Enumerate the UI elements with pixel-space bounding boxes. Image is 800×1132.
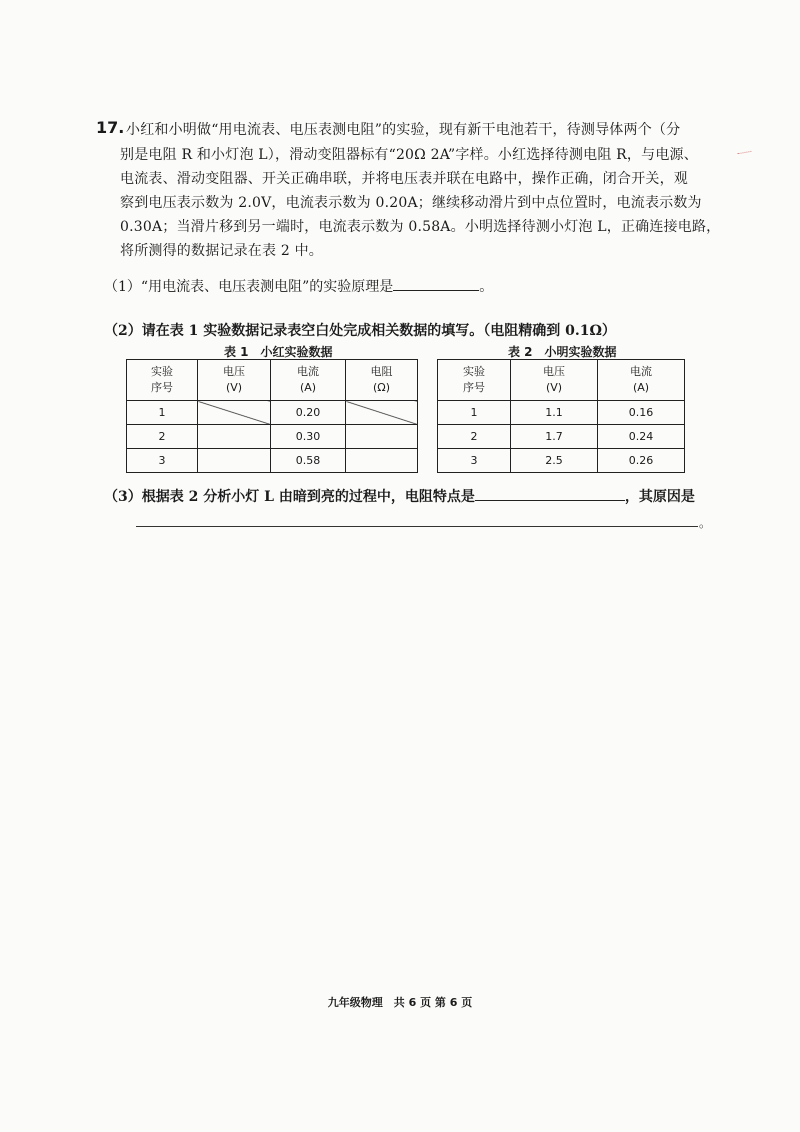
question-text-line: 别是电阻 R 和小灯泡 L），滑动变阻器标有“20Ω 2A”字样。小红选择待测电阻 R，与电源、 bbox=[120, 147, 698, 163]
table1 bbox=[126, 359, 418, 473]
table-cell: 1.7 bbox=[511, 425, 598, 449]
table2-caption: 表 2 小明实验数据 bbox=[508, 345, 617, 359]
table-cell: 3 bbox=[438, 449, 511, 473]
table-header-cell: 电阻 (Ω) bbox=[346, 360, 418, 401]
table-row bbox=[127, 425, 418, 449]
question-text-line: 小红和小明做“用电流表、电压表测电阻”的实验，现有新干电池若干，待测导体两个（分 bbox=[126, 122, 681, 138]
table-cell: 1 bbox=[127, 401, 198, 425]
table-cell: 0.20 bbox=[271, 401, 346, 425]
table1-caption: 表 1 小红实验数据 bbox=[224, 345, 333, 359]
question-number: 17. bbox=[96, 118, 125, 137]
table2 bbox=[437, 359, 685, 473]
table-cell: 1 bbox=[438, 401, 511, 425]
table-cell: 0.58 bbox=[271, 449, 346, 473]
table-row bbox=[438, 401, 685, 425]
table-header-cell: 实验 序号 bbox=[127, 360, 198, 401]
blank-answer-cell[interactable] bbox=[346, 425, 418, 449]
diagonal-filled-cell bbox=[346, 401, 418, 425]
diagonal-filled-cell bbox=[198, 401, 271, 425]
sub-question-3-end: 。 bbox=[699, 516, 712, 530]
question-text-line: 0.30A；当滑片移到另一端时，电流表示数为 0.58A。小明选择待测小灯泡 L，正确连接电路， bbox=[120, 219, 721, 235]
table-row bbox=[127, 401, 418, 425]
sub-question-1-end: 。 bbox=[479, 279, 494, 295]
table-cell: 3 bbox=[127, 449, 198, 473]
table-cell: 2 bbox=[127, 425, 198, 449]
table-cell: 1.1 bbox=[511, 401, 598, 425]
table-row bbox=[127, 449, 418, 473]
sub-question-2: （2）请在表 1 实验数据记录表空白处完成相关数据的填写。（电阻精确到 0.1Ω） bbox=[104, 323, 616, 339]
sub-question-3-reason-label: ，其原因是 bbox=[624, 489, 695, 505]
answer-blank-3b[interactable] bbox=[136, 526, 698, 527]
sub-question-3 bbox=[104, 486, 695, 506]
question-text-line: 察到电压表示数为 2.0V，电流表示数为 0.20A；继续移动滑片到中点位置时，电流表示数为 bbox=[120, 195, 702, 211]
table-cell: 2.5 bbox=[511, 449, 598, 473]
table-header-cell: 电流 (A) bbox=[598, 360, 685, 401]
question-text-line: 将所测得的数据记录在表 2 中。 bbox=[120, 243, 324, 259]
answer-blank-3a[interactable] bbox=[475, 488, 625, 501]
blank-answer-cell[interactable] bbox=[198, 449, 271, 473]
table-cell: 2 bbox=[438, 425, 511, 449]
table-cell: 0.26 bbox=[598, 449, 685, 473]
blank-answer-cell[interactable] bbox=[346, 449, 418, 473]
sub-question-1-prompt: （1）“用电流表、电压表测电阻”的实验原理是 bbox=[104, 279, 394, 295]
pencil-mark bbox=[737, 151, 752, 160]
table-header-cell: 电压 (V) bbox=[198, 360, 271, 401]
table-header-cell: 实验 序号 bbox=[438, 360, 511, 401]
table-header-cell: 电压 (V) bbox=[511, 360, 598, 401]
sub-question-3-prompt: （3）根据表 2 分析小灯 L 由暗到亮的过程中，电阻特点是 bbox=[104, 489, 475, 505]
table-row bbox=[438, 425, 685, 449]
table-header-cell: 电流 (A) bbox=[271, 360, 346, 401]
answer-blank-1[interactable] bbox=[393, 278, 479, 291]
table-cell: 0.30 bbox=[271, 425, 346, 449]
sub-question-1 bbox=[104, 276, 493, 296]
blank-answer-cell[interactable] bbox=[198, 425, 271, 449]
table-row bbox=[438, 449, 685, 473]
table-cell: 0.16 bbox=[598, 401, 685, 425]
question-text-line: 电流表、滑动变阻器、开关正确串联，并将电压表并联在电路中，操作正确，闭合开关，观 bbox=[120, 171, 688, 187]
page-footer: 九年级物理 共 6 页 第 6 页 bbox=[327, 996, 473, 1009]
table-cell: 0.24 bbox=[598, 425, 685, 449]
